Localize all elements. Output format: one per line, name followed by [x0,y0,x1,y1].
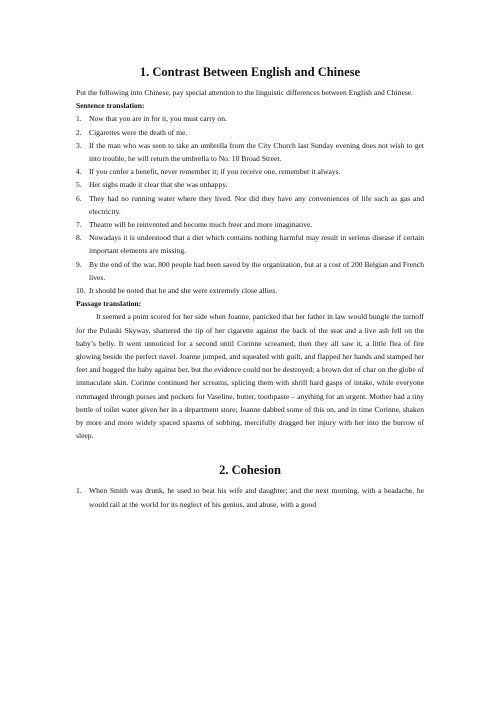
sentence-text: Theatre will be reinvented and become much freer and more imaginative. [89,220,313,230]
item-number: 3. [76,140,82,150]
item-number: 5. [76,180,82,190]
sentence-item [76,258,424,284]
passage-translation-label: Passage translation: [76,299,142,309]
sentence-item [76,192,424,218]
sentence-text: If you confer a benefit, never remember it; if you receive one, remember it always. [89,167,341,177]
document-page [76,64,424,511]
sentence-item [76,218,424,231]
sentence-text: Her sighs made it clear that she was unhappy. [89,180,228,190]
item-number: 9. [76,259,82,269]
item-number: 10. [76,286,86,296]
sentence-text: Now that you are in for it, you must carry on. [89,114,227,124]
cohesion-item [76,484,424,510]
item-number: 7. [76,220,82,230]
section-title-cohesion: 2. Cohesion [219,463,281,478]
sentence-translation-label: Sentence translation: [76,101,145,111]
section-title-contrast: 1. Contrast Between English and Chinese [139,65,361,79]
sentence-text: If the man who was seen to take an umbrella from the City Church last Sunday evening does not wish to get into trouble, he will return the umbrella to No. 10 Broad Street. [89,140,424,164]
sentence-item [76,165,424,178]
cohesion-text: When Smith was drunk, he used to beat his wife and daughter; and the next morning, with a headache, he would rail at the world for its neglect of his genius, and abuse, with a good [89,486,424,509]
sentence-item [76,231,424,257]
sentence-text: It should be noted that he and she were extremely close allies. [89,286,278,296]
item-number: 1. [76,486,82,496]
item-number: 2. [76,127,82,137]
sentence-text: They had no running water where they lived. Nor did they have any conveniences of life such as gas and electricity. [89,193,424,216]
sentence-item [76,112,424,125]
sentence-item [76,178,424,191]
passage-text: It seemed a point scored for her side when Joanne, panicked that her father in law would bungle the turnoff for the Pulaski Skyway, shattered the tip of her cigarette against the back of the seat and a live ash fell on the baby’s belly. It went unnoticed for a second until Corinne screamed; then they all saw it, a little flea of fire glowing beside the perfect navel. Joanne jumped, and squealed with guilt, and flapped her hands and stamped her feet and hugged the baby against her, but the evidence could not be destroyed; a brown dot of char on the globe of immaculate skin. Corinne continued her screams, splicing them with shrill hard gasps of intake, while everyone rummaged through purses and pockets for Vaseline, butter, toothpaste – anything for an urgent. Mother had a tiny bottle of toilet water given her in a department store; Joanne dabbed some of this on, and in time Corinne, shaken by more and more widely spaced spasms of sobbing, mercifully dragged her injury with her into the burrow of sleep. [76,312,424,441]
sentence-list [76,112,424,297]
sentence-text: By the end of the war, 800 people had been saved by the organization, but at a cost of 200 Belgian and French lives. [89,259,424,282]
sentence-item [76,126,424,139]
sentence-item [76,284,424,297]
sentence-item [76,139,424,165]
sentence-text: Cigarettes were the death of me. [89,127,188,137]
item-number: 6. [76,193,82,203]
cohesion-list [76,484,424,510]
sentence-text: Nowadays it is understood that a diet which contains nothing harmful may result in serious disease if certain important elements are missing. [89,233,424,256]
item-number: 1. [76,114,82,124]
instruction-text: Put the following into Chinese, pay special attention to the linguistic differences between English and Chinese. [76,88,414,97]
item-number: 8. [76,233,82,243]
item-number: 4. [76,167,82,177]
